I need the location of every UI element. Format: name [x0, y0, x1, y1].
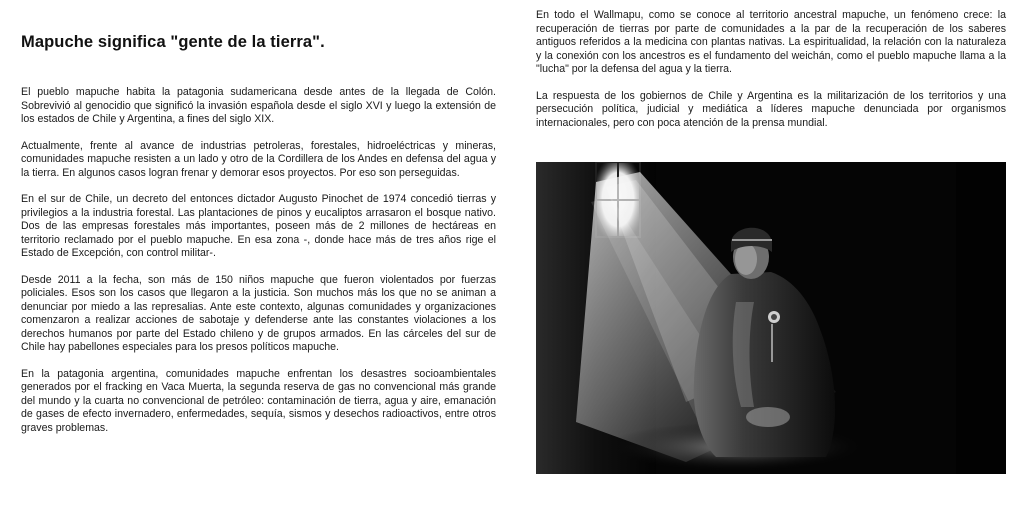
paragraph-wallmapu: En todo el Wallmapu, como se conoce al territorio ancestral mapuche, un fenómeno crece: la recuperación de tierras por parte de comunidades a la par de la recuperación de los saberes antiguos referidos a la medicina con plantas nativas. La espiritualidad, la relación con la naturaleza y la conexión con los ancestros es el fundamento del weichán, como el pueblo mapuche llama a la "lucha" por la defensa del agua y la tierra. — [536, 9, 1006, 75]
photo-woman-in-light-beam — [536, 162, 1006, 474]
paragraph-children-violence: Desde 2011 a la fecha, son más de 150 niños mapuche que fueron violentados por fuerzas policiales. Esos son los casos que llegaron a la justicia. Son muchos más los que no se animan a denunciar por miedo a las represalias. Ante este contexto, algunas comunidades y organizaciones comenzaron a realizar acciones de sabotaje y defenderse ante las constantes violaciones a los derechos humanos por parte del Estado chileno y de grupos armados. En las cárceles del sur de Chile hay pabellones especiales para los presos políticos mapuche. — [21, 273, 496, 353]
right-page-body — [536, 9, 1006, 143]
paragraph-argentina-fracking: En la patagonia argentina, comunidades mapuche enfrentan los desastres socioambientales generados por el fracking en Vaca Muerta, la segunda reserva de gas no convencional más grande del mundo y la cuarta no convencional de petróleo: contaminación de tierra, agua y aire, emanación de gases de efecto invernadero, enfermedades, sequía, sismos y desechos radioactivos, entre otros graves problemas. — [21, 367, 496, 434]
paragraph-government-response: La respuesta de los gobiernos de Chile y Argentina es la militarización de los territorios y una persecución política, judicial y mediática a líderes mapuche denunciada por organismos internacionales, pero con poca atención de la prensa mundial. — [536, 89, 1006, 129]
paragraph-chile-forestry: En el sur de Chile, un decreto del entonces dictador Augusto Pinochet de 1974 concedió tierras y privilegios a la industria forestal. Las plantaciones de pinos y eucaliptos arrasaron el bosque nativo. Dos de las empresas forestales más importantes, poseen más de 2 millones de hectáreas en territorio reclamado por el pueblo mapuche. En esa zona -, donde hace más de tres años rige el Estado de Excepción, con control militar-. — [21, 193, 496, 259]
paragraph-intro: El pueblo mapuche habita la patagonia sudamericana desde antes de la llegada de Colón. Sobrevivió al genocidio que significó la invasión española desde el siglo XVI y luego la extensión de los estados de Chile y Argentina, a fines del siglo XIX. — [21, 86, 496, 125]
left-page-body — [21, 86, 496, 448]
page-title: Mapuche significa "gente de la tierra". — [21, 33, 325, 51]
photo-illustration — [536, 162, 1006, 474]
paragraph-resistance: Actualmente, frente al avance de industrias petroleras, forestales, hidroeléctricas y mineras, comunidades mapuche resisten a un lado y otro de la Cordillera de los Andes en defensa del agua y la tierra. En algunos casos logran frenar y demorar esos proyectos. Por eso son perseguidas. — [21, 139, 496, 179]
right-page — [512, 0, 1024, 513]
